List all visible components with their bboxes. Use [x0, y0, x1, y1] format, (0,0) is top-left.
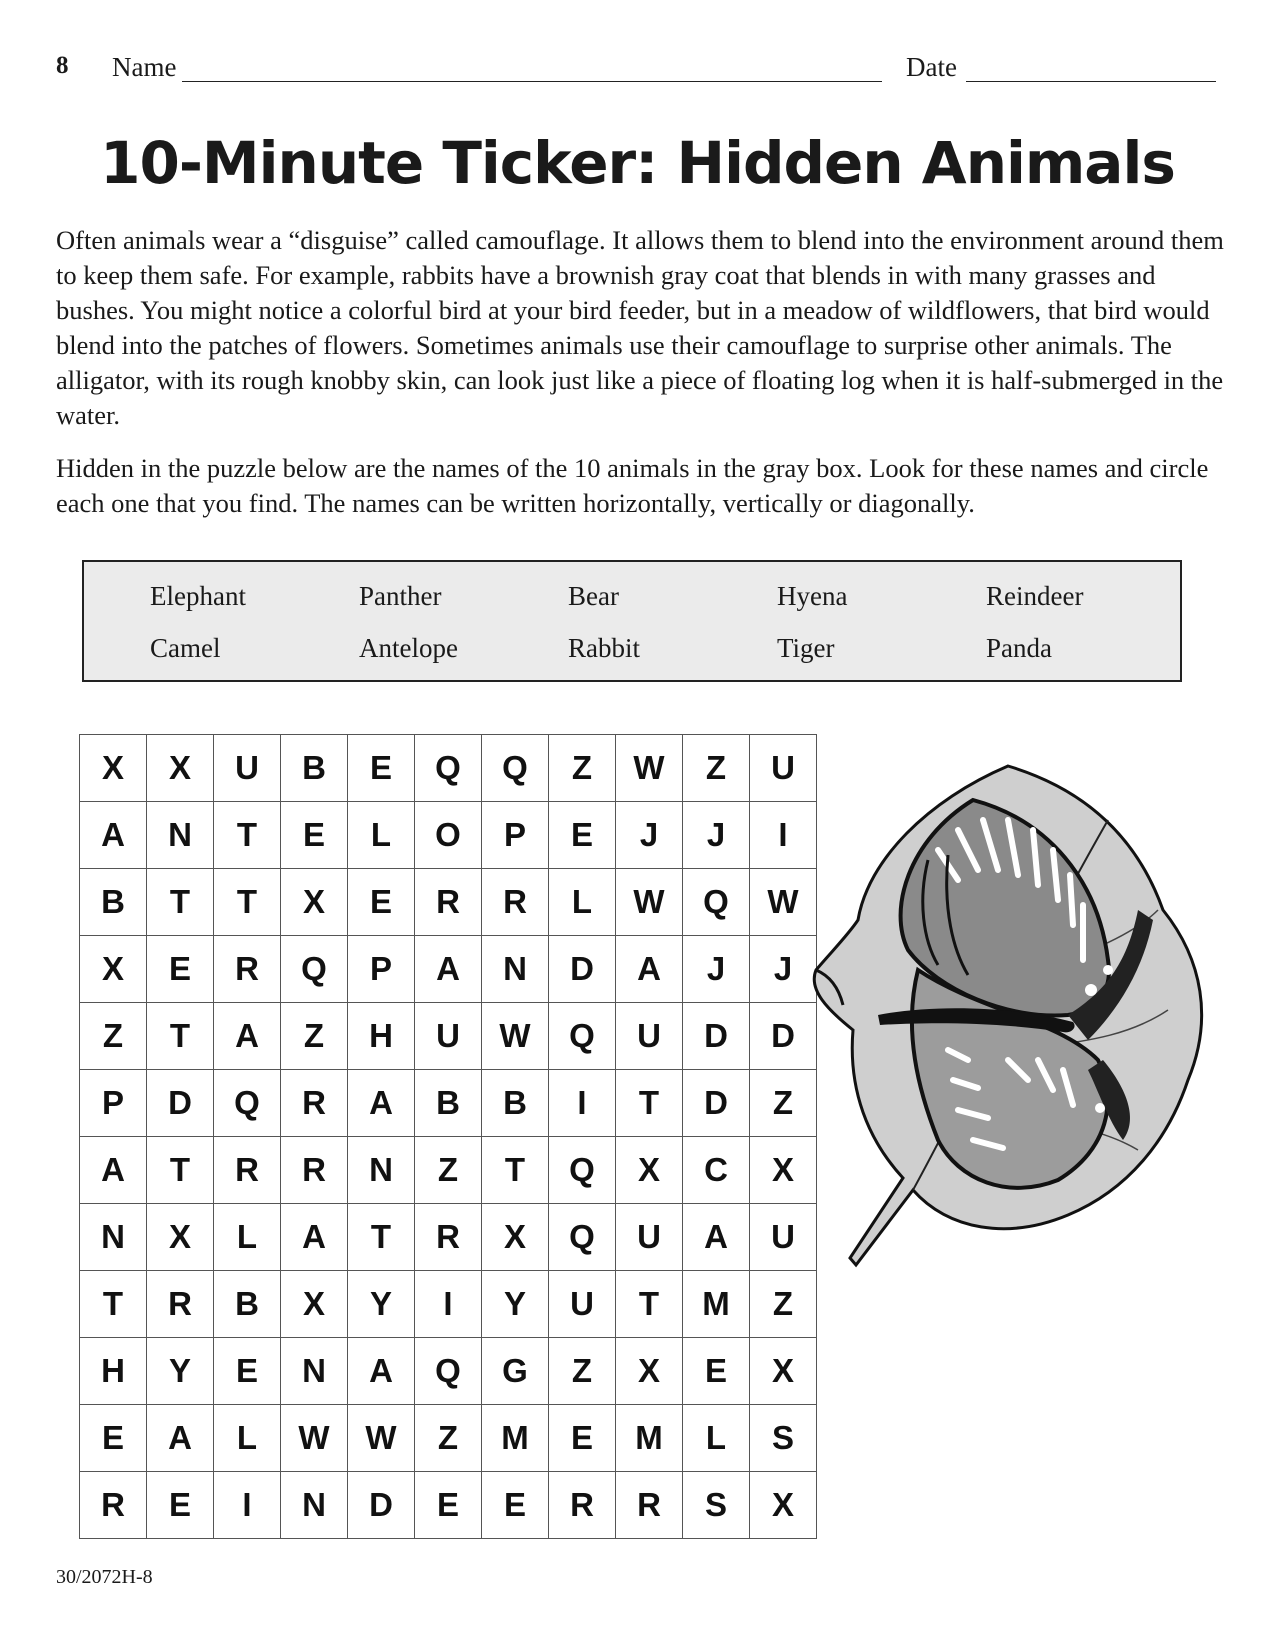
grid-cell[interactable]: Z — [683, 735, 750, 802]
grid-cell[interactable]: R — [147, 1271, 214, 1338]
grid-cell[interactable]: X — [482, 1204, 549, 1271]
grid-cell[interactable]: T — [80, 1271, 147, 1338]
grid-row — [80, 1271, 817, 1338]
grid-cell[interactable]: Q — [549, 1204, 616, 1271]
word-list-item: Hyena — [777, 581, 848, 611]
grid-cell[interactable]: A — [214, 1003, 281, 1070]
grid-cell[interactable]: Z — [415, 1405, 482, 1472]
grid-cell[interactable]: Z — [750, 1070, 817, 1137]
grid-cell[interactable]: P — [348, 936, 415, 1003]
grid-cell[interactable]: A — [281, 1204, 348, 1271]
grid-cell[interactable]: R — [415, 1204, 482, 1271]
grid-cell[interactable]: T — [147, 869, 214, 936]
grid-cell[interactable]: R — [281, 1070, 348, 1137]
grid-cell[interactable]: R — [549, 1472, 616, 1539]
grid-row — [80, 1070, 817, 1137]
grid-cell[interactable]: U — [415, 1003, 482, 1070]
grid-cell[interactable]: I — [549, 1070, 616, 1137]
page-header — [56, 48, 1216, 88]
grid-cell[interactable]: R — [482, 869, 549, 936]
word-list-item: Panther — [359, 581, 442, 611]
word-list-item: Rabbit — [568, 633, 640, 663]
name-field[interactable] — [182, 81, 882, 82]
grid-cell[interactable]: A — [147, 1405, 214, 1472]
grid-cell[interactable]: T — [482, 1137, 549, 1204]
grid-cell[interactable]: Q — [214, 1070, 281, 1137]
footer-code: 30/2072H-8 — [56, 1566, 153, 1588]
grid-cell[interactable]: T — [147, 1003, 214, 1070]
grid-cell[interactable]: B — [415, 1070, 482, 1137]
grid-cell[interactable]: P — [482, 802, 549, 869]
grid-cell[interactable]: A — [80, 1137, 147, 1204]
grid-cell[interactable]: N — [80, 1204, 147, 1271]
intro-paragraph: Often animals wear a “disguise” called camouflage. It allows them to blend into the environment around them to keep them safe. For example, rabbits have a brownish gray coat that blends in with many grasses and bushes. You might notice a colorful bird at your bird feeder, but in a meadow of wildflowers, that bird would blend into the patches of flowers. Sometimes animals use their camouflage to surprise other animals. The alligator, with its rough knobby skin, can look just like a piece of floating log when it is half-submerged in the water. — [56, 225, 1224, 430]
grid-cell[interactable]: U — [214, 735, 281, 802]
grid-cell[interactable]: T — [348, 1204, 415, 1271]
grid-row — [80, 1204, 817, 1271]
butterfly-on-leaf-icon — [808, 760, 1220, 1272]
word-list-item: Elephant — [150, 581, 246, 611]
grid-cell[interactable]: U — [750, 735, 817, 802]
grid-cell[interactable]: A — [415, 936, 482, 1003]
grid-cell[interactable]: W — [750, 869, 817, 936]
grid-row — [80, 1338, 817, 1405]
grid-cell[interactable]: E — [348, 869, 415, 936]
grid-cell[interactable]: Z — [80, 1003, 147, 1070]
grid-cell[interactable]: Q — [415, 735, 482, 802]
word-search-grid — [79, 734, 817, 1539]
grid-cell[interactable]: D — [683, 1003, 750, 1070]
grid-cell[interactable]: H — [348, 1003, 415, 1070]
grid-cell[interactable]: U — [616, 1003, 683, 1070]
grid-cell[interactable]: M — [482, 1405, 549, 1472]
grid-cell[interactable]: Z — [549, 1338, 616, 1405]
grid-cell[interactable]: U — [616, 1204, 683, 1271]
word-list — [150, 570, 1195, 674]
grid-cell[interactable]: X — [750, 1338, 817, 1405]
word-list-item: Reindeer — [986, 581, 1084, 611]
grid-cell[interactable]: R — [281, 1137, 348, 1204]
grid-cell[interactable]: X — [750, 1137, 817, 1204]
grid-cell[interactable]: E — [281, 802, 348, 869]
grid-cell[interactable]: X — [616, 1338, 683, 1405]
grid-cell[interactable]: X — [750, 1472, 817, 1539]
grid-cell[interactable]: D — [348, 1472, 415, 1539]
grid-cell[interactable]: Q — [549, 1003, 616, 1070]
grid-row — [80, 802, 817, 869]
grid-cell[interactable]: R — [214, 1137, 281, 1204]
grid-cell[interactable]: D — [683, 1070, 750, 1137]
grid-cell[interactable]: D — [147, 1070, 214, 1137]
grid-cell[interactable]: X — [80, 936, 147, 1003]
grid-cell[interactable]: S — [750, 1405, 817, 1472]
grid-cell[interactable]: R — [214, 936, 281, 1003]
grid-cell[interactable]: X — [147, 735, 214, 802]
grid-cell[interactable]: E — [549, 802, 616, 869]
grid-cell[interactable]: E — [214, 1338, 281, 1405]
grid-cell[interactable]: I — [214, 1472, 281, 1539]
grid-cell[interactable]: A — [683, 1204, 750, 1271]
word-list-item: Bear — [568, 581, 619, 611]
grid-cell[interactable]: L — [683, 1405, 750, 1472]
grid-cell[interactable]: Y — [147, 1338, 214, 1405]
grid-cell[interactable]: Y — [348, 1271, 415, 1338]
grid-cell[interactable]: Q — [683, 869, 750, 936]
grid-row — [80, 1472, 817, 1539]
word-list-box — [82, 560, 1182, 682]
grid-cell[interactable]: M — [683, 1271, 750, 1338]
grid-row — [80, 1137, 817, 1204]
grid-cell[interactable]: O — [415, 802, 482, 869]
grid-cell[interactable]: E — [348, 735, 415, 802]
grid-cell[interactable]: T — [214, 802, 281, 869]
grid-cell[interactable]: Q — [415, 1338, 482, 1405]
grid-row — [80, 936, 817, 1003]
grid-cell[interactable]: W — [616, 735, 683, 802]
grid-cell[interactable]: D — [750, 1003, 817, 1070]
grid-cell[interactable]: W — [616, 869, 683, 936]
grid-cell[interactable]: L — [214, 1204, 281, 1271]
page-number: 8 — [56, 52, 69, 79]
grid-cell[interactable]: T — [616, 1070, 683, 1137]
grid-cell[interactable]: X — [281, 1271, 348, 1338]
page-title: 10-Minute Ticker: Hidden Animals — [100, 129, 1175, 197]
grid-cell[interactable]: B — [482, 1070, 549, 1137]
name-label: Name — [112, 52, 177, 82]
grid-cell[interactable]: Q — [482, 735, 549, 802]
grid-cell[interactable]: U — [750, 1204, 817, 1271]
grid-cell[interactable]: N — [281, 1472, 348, 1539]
grid-cell[interactable]: Z — [549, 735, 616, 802]
grid-cell[interactable]: H — [80, 1338, 147, 1405]
grid-cell[interactable]: J — [750, 936, 817, 1003]
grid-row — [80, 1405, 817, 1472]
grid-cell[interactable]: C — [683, 1137, 750, 1204]
grid-cell[interactable]: S — [683, 1472, 750, 1539]
grid-cell[interactable]: N — [281, 1338, 348, 1405]
grid-cell[interactable]: E — [482, 1472, 549, 1539]
date-label: Date — [906, 52, 957, 82]
grid-cell[interactable]: L — [214, 1405, 281, 1472]
grid-cell[interactable]: B — [214, 1271, 281, 1338]
grid-cell[interactable]: M — [616, 1405, 683, 1472]
grid-cell[interactable]: U — [549, 1271, 616, 1338]
grid-cell[interactable]: E — [415, 1472, 482, 1539]
grid-cell[interactable]: T — [147, 1137, 214, 1204]
grid-cell[interactable]: W — [482, 1003, 549, 1070]
grid-cell[interactable]: J — [616, 802, 683, 869]
grid-cell[interactable]: Z — [415, 1137, 482, 1204]
grid-cell[interactable]: D — [549, 936, 616, 1003]
grid-cell[interactable]: T — [616, 1271, 683, 1338]
grid-cell[interactable]: B — [281, 735, 348, 802]
grid-cell[interactable]: W — [348, 1405, 415, 1472]
grid-cell[interactable]: E — [80, 1405, 147, 1472]
grid-cell[interactable]: Y — [482, 1271, 549, 1338]
grid-cell[interactable]: I — [750, 802, 817, 869]
grid-cell[interactable]: N — [147, 802, 214, 869]
grid-cell[interactable]: E — [147, 1472, 214, 1539]
word-list-item: Tiger — [777, 633, 835, 663]
grid-cell[interactable]: R — [80, 1472, 147, 1539]
grid-row — [80, 1003, 817, 1070]
grid-cell[interactable]: N — [482, 936, 549, 1003]
grid-row — [80, 735, 817, 802]
grid-cell[interactable]: G — [482, 1338, 549, 1405]
grid-cell[interactable]: E — [549, 1405, 616, 1472]
grid-cell[interactable]: J — [683, 936, 750, 1003]
grid-cell[interactable]: W — [281, 1405, 348, 1472]
grid-cell[interactable]: Z — [281, 1003, 348, 1070]
grid-cell[interactable]: X — [80, 735, 147, 802]
grid-cell[interactable]: Z — [750, 1271, 817, 1338]
grid-row — [80, 869, 817, 936]
grid-cell[interactable]: J — [683, 802, 750, 869]
grid-cell[interactable]: Q — [281, 936, 348, 1003]
grid-cell[interactable]: I — [415, 1271, 482, 1338]
word-list-item: Panda — [986, 633, 1052, 663]
grid-cell[interactable]: B — [80, 869, 147, 936]
grid-cell[interactable]: X — [147, 1204, 214, 1271]
grid-cell[interactable]: R — [616, 1472, 683, 1539]
grid-cell[interactable]: A — [348, 1070, 415, 1137]
grid-cell[interactable]: N — [348, 1137, 415, 1204]
grid-cell[interactable]: Q — [549, 1137, 616, 1204]
date-field[interactable] — [966, 81, 1216, 82]
instructions-paragraph: Hidden in the puzzle below are the names of the 10 animals in the gray box. Look for these names and circle each one that you find. The names can be written horizontally, vertically or diagonally. — [56, 453, 1209, 518]
grid-cell[interactable]: L — [549, 869, 616, 936]
grid-cell[interactable]: A — [80, 802, 147, 869]
grid-cell[interactable]: P — [80, 1070, 147, 1137]
grid-cell[interactable]: T — [214, 869, 281, 936]
grid-cell[interactable]: X — [281, 869, 348, 936]
word-list-item: Antelope — [359, 633, 458, 663]
grid-cell[interactable]: A — [348, 1338, 415, 1405]
grid-cell[interactable]: X — [616, 1137, 683, 1204]
grid-cell[interactable]: R — [415, 869, 482, 936]
grid-cell[interactable]: E — [147, 936, 214, 1003]
grid-cell[interactable]: E — [683, 1338, 750, 1405]
word-list-item: Camel — [150, 633, 221, 663]
grid-cell[interactable]: A — [616, 936, 683, 1003]
grid-cell[interactable]: L — [348, 802, 415, 869]
